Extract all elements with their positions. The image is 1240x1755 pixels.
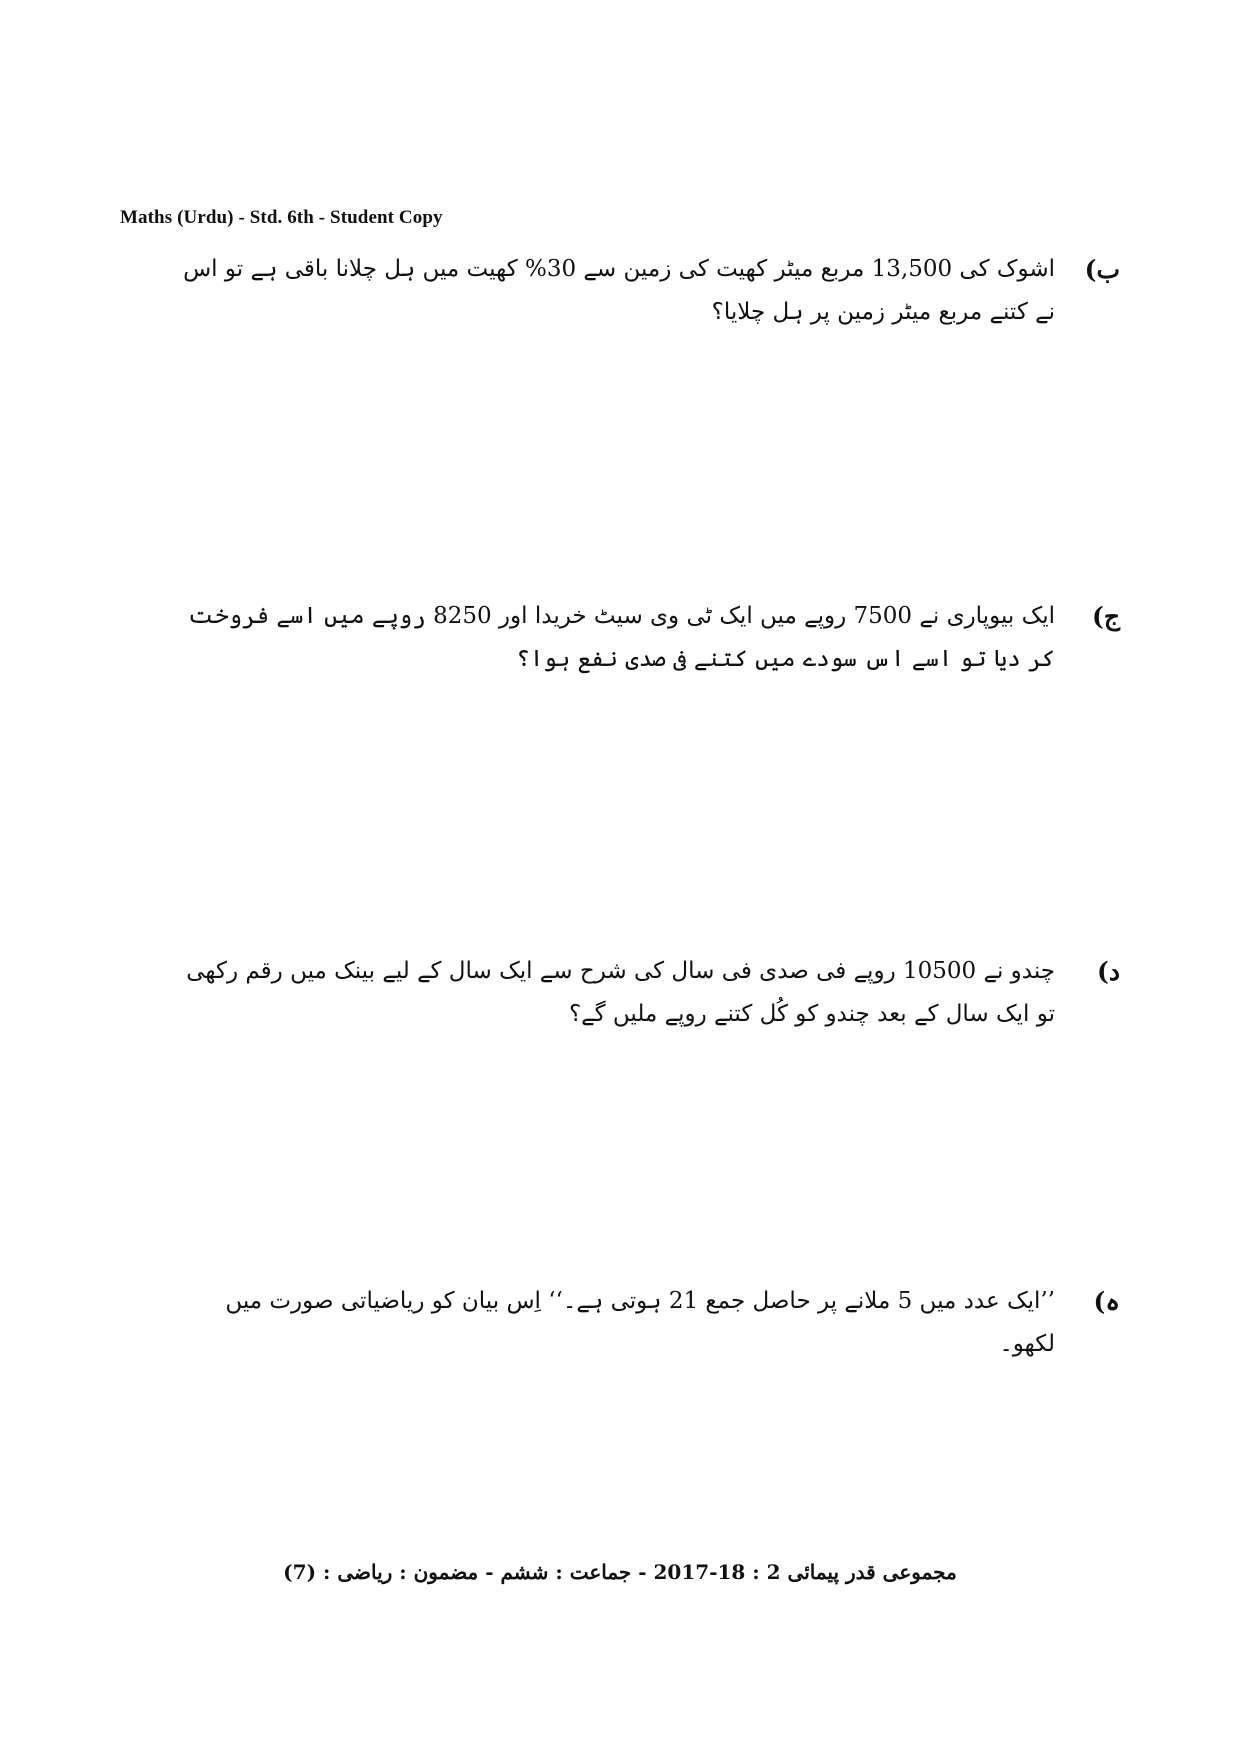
question-marker-h: ہ) (1093, 1287, 1120, 1316)
page-header-title: Maths (Urdu) - Std. 6th - Student Copy (120, 207, 443, 228)
question-marker-b: ب) (1084, 255, 1120, 284)
page-footer: مجموعی قدر پیمائی 2 : 18-2017 - جماعت : ششم - مضمون : ریاضی : (7) (283, 1560, 957, 1584)
question-b-text: اشوک کی 13,500 مربع میٹر کھیت کی زمین سے 30% کھیت میں ہل چلانا باقی ہے تو اس نے کتنے مربع میٹر زمین پر ہل چلایا؟ (183, 256, 1055, 325)
question-h-text: ’’ایک عدد میں 5 ملانے پر حاصل جمع 21 ہوتی ہے۔‘‘ اِس بیان کو ریاضیاتی صورت میں لکھو۔ (225, 1288, 1055, 1357)
question-j-text: ایک بیوپاری نے 7500 روپے میں ایک ٹی وی سیٹ خریدا اور 8250 روپے میں اسے فروخت کر دیا تو اسے اس سودے میں کتنے فی صدی نفع ہوا؟ (188, 603, 1055, 672)
question-d-text: چندو نے 10500 روپے فی صدی فی سال کی شرح سے ایک سال کے لیے بینک میں رقم رکھی تو ایک سال کے بعد چندو کو کُل کتنے روپے ملیں گے؟ (186, 958, 1055, 1027)
question-marker-j: ج) (1092, 602, 1120, 631)
question-marker-d: د) (1097, 957, 1120, 986)
